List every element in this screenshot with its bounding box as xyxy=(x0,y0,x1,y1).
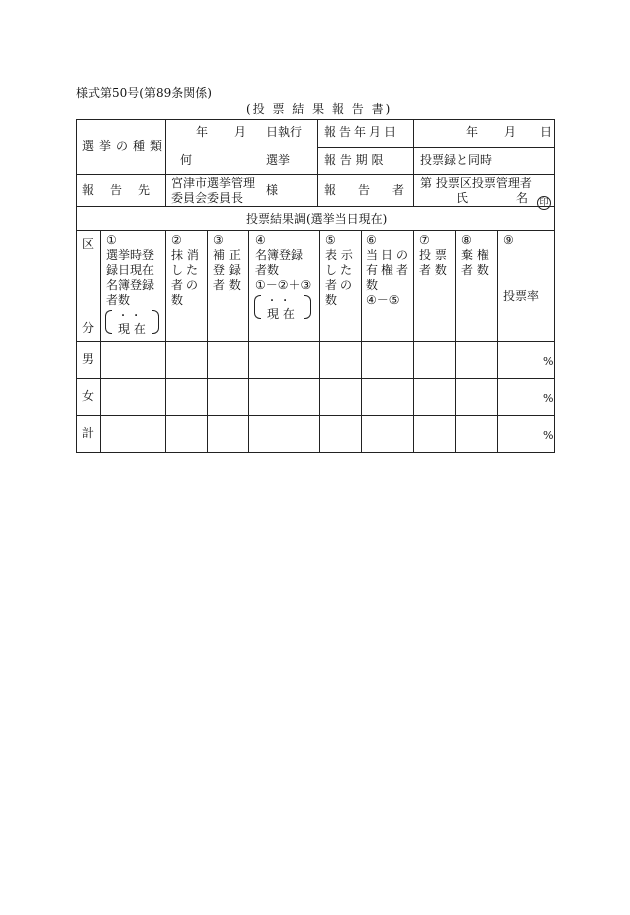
col5-line: 数 xyxy=(325,293,338,307)
col5-number: ⑤ xyxy=(325,233,336,247)
col4-line: ①－②＋③ xyxy=(255,278,312,292)
bracket-left xyxy=(254,295,261,319)
form-code: 様式第50号(第89条関係) xyxy=(76,86,212,100)
col4-line: 者数 xyxy=(255,263,280,277)
election-type-label: 選挙の種類 xyxy=(82,139,168,153)
col4-date-dots: ・ ・ xyxy=(267,296,291,307)
col9-label: 投票率 xyxy=(503,289,540,303)
col4-line: 名簿登録 xyxy=(255,248,304,262)
row-label-male: 男 xyxy=(82,352,95,366)
col6-number: ⑥ xyxy=(366,233,377,247)
rule xyxy=(76,174,555,175)
bracket-right xyxy=(152,310,159,334)
seal-icon: 印 xyxy=(537,196,551,210)
recipient-honorific: 様 xyxy=(266,183,279,197)
bracket-right xyxy=(304,295,311,319)
election-suffix-label: 選挙 xyxy=(266,153,291,167)
reporter-line-1: 第 投票区投票管理者 xyxy=(420,176,532,190)
rule xyxy=(455,230,456,453)
reporter-label: 報告者 xyxy=(324,183,427,197)
row-label-female: 女 xyxy=(82,389,95,403)
rule xyxy=(100,230,101,453)
election-what-label: 何 xyxy=(180,153,193,167)
col6-line: 有権者 xyxy=(366,263,412,277)
bracket-left xyxy=(105,310,112,334)
col2-line: 者の xyxy=(171,278,202,292)
col1-line: 選挙時登 xyxy=(106,248,155,262)
col2-line: 数 xyxy=(171,293,184,307)
col1-line: 名簿登録 xyxy=(106,278,155,292)
category-bottom-label: 分 xyxy=(82,321,95,335)
col1-date-dots: ・ ・ xyxy=(118,311,142,322)
col3-line: 登 録 xyxy=(213,263,241,277)
report-title: (投 票 結 果 報 告 書) xyxy=(246,102,393,116)
rule xyxy=(248,230,249,453)
rule xyxy=(76,415,555,416)
col7-line: 投 票 xyxy=(419,248,447,262)
col6-line: ④－⑤ xyxy=(366,293,400,307)
exec-year-label: 年 xyxy=(196,125,209,139)
col8-number: ⑧ xyxy=(461,233,472,247)
col4-current: 現 在 xyxy=(267,307,295,321)
rule xyxy=(165,230,166,453)
seal-mark xyxy=(537,192,551,211)
section-title: 投票結果調(選挙当日現在) xyxy=(246,212,388,226)
report-deadline-value: 投票録と同時 xyxy=(420,153,493,167)
row-label-total: 計 xyxy=(82,426,95,440)
col7-number: ⑦ xyxy=(419,233,430,247)
report-table xyxy=(76,119,555,453)
col5-line: 表 示 xyxy=(325,248,353,262)
report-year-label: 年 xyxy=(466,125,479,139)
rule xyxy=(361,230,362,453)
col1-line: 録日現在 xyxy=(106,263,155,277)
col1-line: 者数 xyxy=(106,293,131,307)
rule xyxy=(497,230,498,453)
recipient-line-1: 宮津市選挙管理 xyxy=(171,176,256,190)
col2-line: した xyxy=(171,263,202,277)
col3-number: ③ xyxy=(213,233,224,247)
rule xyxy=(317,119,318,206)
col1-number: ① xyxy=(106,233,117,247)
row-rate-unit: % xyxy=(543,429,554,442)
rule xyxy=(76,230,555,231)
report-month-label: 月 xyxy=(504,125,517,139)
col9-number: ⑨ xyxy=(503,233,514,247)
rule xyxy=(319,230,320,453)
row-rate-unit: % xyxy=(543,392,554,405)
report-day-label: 日 xyxy=(540,125,553,139)
reporter-name-label-b: 名 xyxy=(516,191,529,205)
exec-month-label: 月 xyxy=(234,125,247,139)
col4-number: ④ xyxy=(255,233,266,247)
rule xyxy=(317,147,555,148)
category-top-label: 区 xyxy=(82,237,95,251)
rule xyxy=(413,230,414,453)
report-date-label: 報告年月日 xyxy=(324,125,400,139)
col6-line: 当日の xyxy=(366,248,412,262)
reporter-name-label-a: 氏 xyxy=(456,191,469,205)
recipient-label: 報告先 xyxy=(82,183,167,197)
col1-current: 現 在 xyxy=(118,322,146,336)
col2-line: 抹 消 xyxy=(171,248,199,262)
rule xyxy=(207,230,208,453)
col5-line: 者の xyxy=(325,278,356,292)
rule xyxy=(76,378,555,379)
col8-line: 者 数 xyxy=(461,263,489,277)
rule xyxy=(76,341,555,342)
rule xyxy=(76,206,555,207)
col3-line: 者 数 xyxy=(213,278,241,292)
col7-line: 者 数 xyxy=(419,263,447,277)
col5-line: した xyxy=(325,263,356,277)
col2-number: ② xyxy=(171,233,182,247)
row-rate-unit: % xyxy=(543,355,554,368)
recipient-line-2: 委員会委員長 xyxy=(171,191,244,205)
col3-line: 補 正 xyxy=(213,248,241,262)
col6-line: 数 xyxy=(366,278,379,292)
exec-day-label: 日執行 xyxy=(266,125,303,139)
col8-line: 棄 権 xyxy=(461,248,489,262)
report-deadline-label: 報 告 期 限 xyxy=(324,153,384,167)
